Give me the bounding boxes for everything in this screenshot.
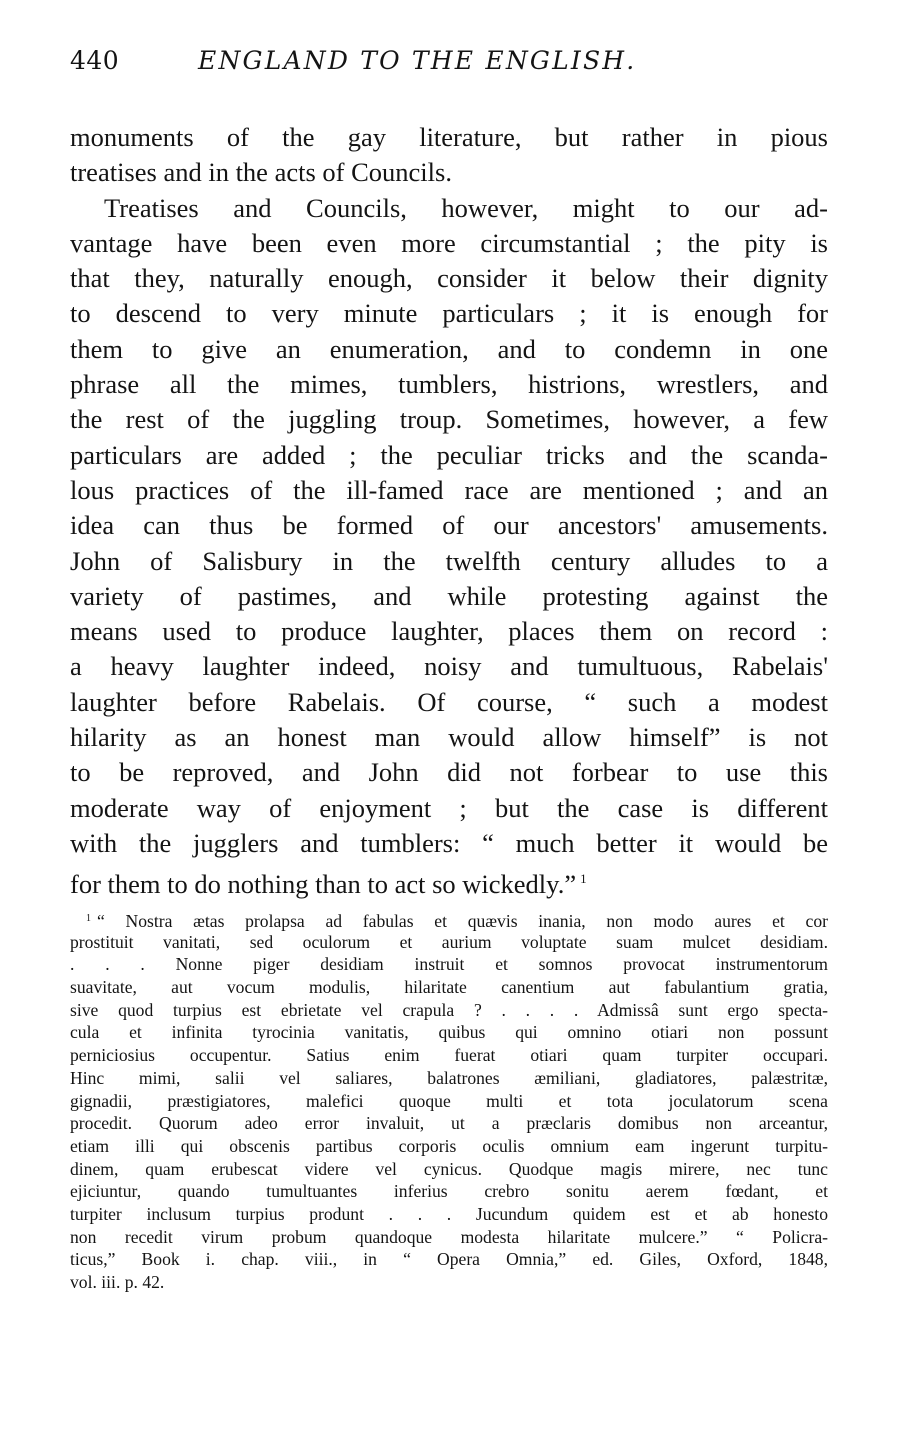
footnote-line: non recedit virum probum quandoque modesta hilaritate mulcere.” “ Policra-: [70, 1226, 828, 1247]
text-line: a heavy laughter indeed, noisy and tumultuous, Rabelais': [70, 651, 828, 682]
footnote-line: sive quod turpius est ebrietate vel crapula ? . . . . Admissâ sunt ergo specta-: [70, 999, 828, 1020]
running-title: ENGLAND TO THE ENGLISH.: [198, 46, 637, 75]
footnote-line: cula et infinita tyrocinia vanitatis, quibus qui omnino otiari non possunt: [70, 1022, 828, 1043]
text-line: particulars are added ; the peculiar tricks and the scanda-: [70, 439, 828, 470]
footnote-line: prostituit vanitati, sed oculorum et aurium voluptate suam mulcet desidiam.: [70, 931, 828, 952]
text-line: them to give an enumeration, and to condemn in one: [70, 333, 828, 364]
main-text: [70, 120, 828, 900]
footnote-line: procedit. Quorum adeo error invaluit, ut a præclaris domibus non arceantur,: [70, 1113, 828, 1134]
text-line-final: [70, 861, 828, 900]
text-line: variety of pastimes, and while protesting against the: [70, 580, 828, 611]
footnote-line: turpiter inclusum turpius produnt . . . Jucundum quidem est et ab honesto: [70, 1203, 828, 1224]
footnote-line: “ Nostra ætas prolapsa ad fabulas et quævis inania, non modo aures et cor: [97, 911, 828, 931]
footnote-line: ticus,” Book i. chap. viii., in “ Opera Omnia,” ed. Giles, Oxford, 1848,: [70, 1249, 828, 1270]
text-line: the rest of the juggling troup. Sometimes, however, a few: [70, 404, 828, 435]
text-line: phrase all the mimes, tumblers, histrions, wrestlers, and: [70, 369, 828, 400]
text-line: laughter before Rabelais. Of course, “ such a modest: [70, 686, 828, 717]
text-line: lous practices of the ill-famed race are mentioned ; and an: [70, 474, 828, 505]
footnote-line: suavitate, aut vocum modulis, hilaritate canentium aut fabulantium gratia,: [70, 977, 828, 998]
footnote-line: etiam illi qui obscenis partibus corporis oculis omnium eam ingerunt turpitu-: [70, 1135, 828, 1156]
text-line: that they, naturally enough, consider it below their dignity: [70, 263, 828, 294]
text-line: moderate way of enjoyment ; but the case is different: [70, 792, 828, 823]
text-line: monuments of the gay literature, but rather in pious: [70, 122, 828, 152]
footnote: [70, 908, 828, 1294]
text-line: to descend to very minute particulars ; it is enough for: [70, 298, 828, 329]
footnote-line: perniciosius occupentur. Satius enim fuerat otiari quam turpiter occupari.: [70, 1045, 828, 1066]
text-line: with the jugglers and tumblers: “ much better it would be: [70, 827, 828, 858]
page-number: 440: [70, 46, 120, 75]
text-line: vantage have been even more circumstantial ; the pity is: [70, 227, 828, 258]
footnote-line: gignadii, præstigiatores, malefici quoque multi et tota joculatorum scena: [70, 1090, 828, 1111]
footnote-line: . . . Nonne piger desidiam instruit et somnos provocat instrumentorum: [70, 954, 828, 975]
footnote-reference[interactable]: 1: [580, 871, 587, 887]
page-header: [70, 46, 830, 86]
footnote-line: Hinc mimi, salii vel saliares, balatrones æmiliani, gladiatores, palæstritæ,: [70, 1067, 828, 1088]
footnote-line: vol. iii. p. 42.: [70, 1272, 165, 1292]
footnote-marker: 1: [86, 913, 91, 924]
text-line: Treatises and Councils, however, might to our ad-: [104, 192, 828, 223]
text-line: hilarity as an honest man would allow himself” is not: [70, 722, 828, 753]
footnote-line: ejiciuntur, quando tumultuantes inferius crebro sonitu aerem fœdant, et: [70, 1181, 828, 1202]
footnote-line-first: [70, 908, 828, 931]
text-line: for them to do nothing than to act so wickedly.”: [70, 869, 577, 900]
text-line: idea can thus be formed of our ancestors' amusements.: [70, 510, 828, 541]
text-line: John of Salisbury in the twelfth century alludes to a: [70, 545, 828, 576]
text-line: means used to produce laughter, places them on record :: [70, 616, 828, 647]
footnote-line: dinem, quam erubescat videre vel cynicus. Quodque magis mirere, nec tunc: [70, 1158, 828, 1179]
text-line: treatises and in the acts of Councils.: [70, 157, 452, 188]
text-line: to be reproved, and John did not forbear to use this: [70, 757, 828, 788]
